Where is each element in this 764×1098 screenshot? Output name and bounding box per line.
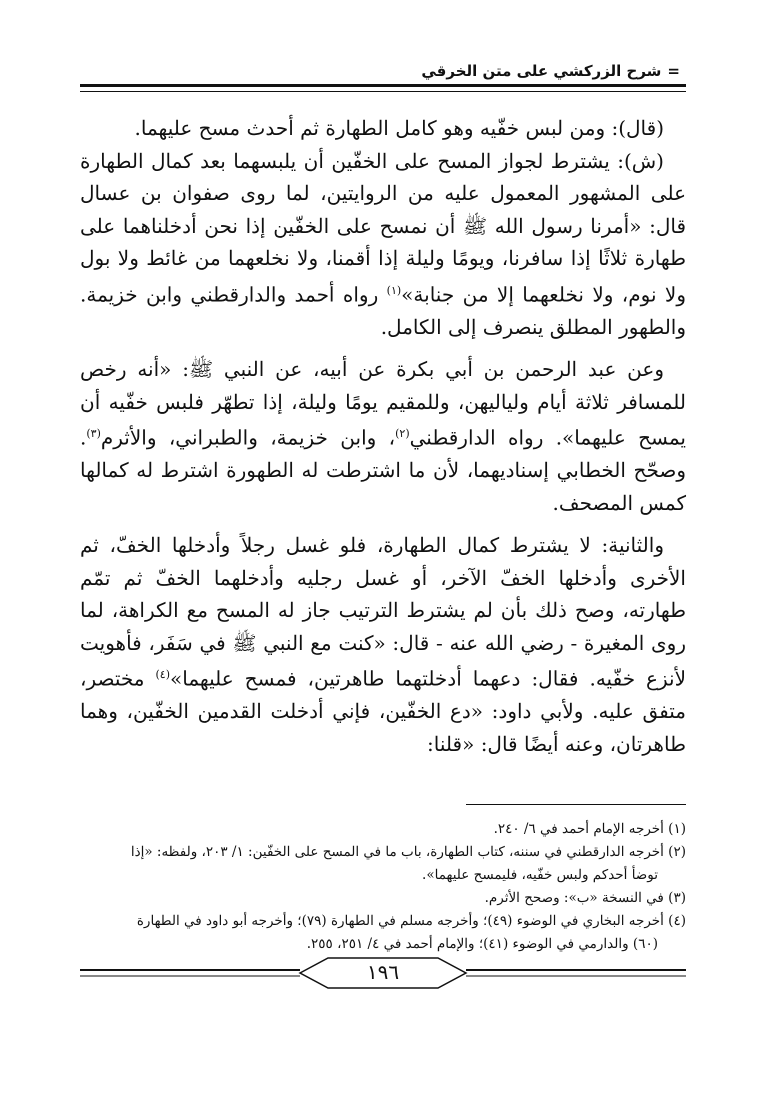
- footnote-ref-2: (٢): [395, 427, 410, 441]
- footnote-2: (٢) أخرجه الدارقطني في سننه، كتاب الطهارة، باب ما في المسح على الخفّين: ١/ ٢٠٣، ولفظه: «إذا: [130, 844, 686, 860]
- paragraph-4-text-a: والثانية: لا يشترط كمال الطهارة، فلو غسل رجلاً وأدخلها الخفّ، ثم الأخرى وأدخلها الخفّ الآخر، أو غسل رجليه وأدخلهما الخفّ ثم تمّم طهارته، وصح ذلك بأن لم يشترط الترتيب جاز له المسح مع الكراهة، لما روى المغيرة - رضي الله عنه - قال: «كنت مع النبي ﷺ في سَفَر، فأهويت لأنزع خفّيه. فقال: دعهما أدخلتهما طاهرتين، فمسح عليهما»: [80, 533, 686, 691]
- footnote-ref-4: (٤): [155, 668, 170, 682]
- running-head-title: شرح الزركشي على متن الخرقي: [421, 62, 662, 80]
- paragraph-2-text: (ش): يشترط لجواز المسح على الخفّين أن يلبسهما بعد كمال الطهارة على المشهور المعمول عليه من الروايتين، لما روى صفوان بن عسال قال: «أمرنا رسول الله ﷺ أن نمسح على الخفّين إذا نحن أدخلناهما على طهارة ثلاثًا إذا سافرنا، ويومًا وليلة إذا أقمنا، ولا نخلعهما من غائط ولا بول ولا نوم، ولا نخلعهما إلا من جنابة»: [80, 148, 686, 307]
- paragraph-4: [80, 529, 686, 760]
- footnotes: [80, 818, 686, 956]
- footnote-4-continued: (٦٠) والدارمي في الوضوء (٤١)؛ والإمام أحمد في ٤/ ٢٥١، ٢٥٥.: [306, 936, 658, 952]
- paragraph-4-text-b: مختصر، متفق عليه. ولأبي داود: «دع الخفّين، فإني أدخلت القدمين الخفّين، وهما طاهرتان، وعنه أيضًا قال: «قلنا:: [80, 666, 686, 756]
- paragraph-3-text-b: ، وابن خزيمة، والطبراني، والأثرم: [100, 425, 396, 450]
- paragraph-3-text-c: . وصحّح الخطابي إسناديهما، لأن ما اشترطت له الطهورة اشترط له كمالها كمس المصحف.: [80, 425, 686, 515]
- paragraph-3-text-a: وعن عبد الرحمن بن أبي بكرة عن أبيه، عن النبي ﷺ: «أنه رخص للمسافر ثلاثة أيام ولياليهن، وللمقيم يومًا وليلة، إذا تطهّر فلبس خفّيه أن يمسح عليهما». رواه الدارقطني: [80, 357, 686, 450]
- header-rule-thick: [80, 84, 686, 87]
- footnote-1: (١) أخرجه الإمام أحمد في ٦/ ٢٤٠.: [493, 821, 686, 837]
- footnote-ref-3: (٣): [86, 427, 101, 441]
- paragraph-1: (قال): ومن لبس خفّيه وهو كامل الطهارة ثم أحدث مسح عليهما.: [134, 116, 664, 140]
- paragraph-2: [80, 145, 686, 344]
- footnote-separator: [466, 804, 686, 805]
- paragraph-2-tail: رواه أحمد والدارقطني وابن خزيمة. والطهور المطلق ينصرف إلى الكامل.: [80, 282, 686, 339]
- footnote-4: (٤) أخرجه البخاري في الوضوء (٤٩)؛ وأخرجه مسلم في الطهارة (٧٩)؛ وأخرجه أبو داود في الطهارة: [136, 913, 686, 929]
- footnote-2-continued: توضأ أحدكم ولبس خفّيه، فليمسح عليهما».: [422, 867, 658, 883]
- paragraph-3: [80, 353, 686, 519]
- running-head-marker: =: [667, 62, 680, 80]
- page-number: ١٩٦: [366, 960, 400, 984]
- main-text: [80, 112, 686, 760]
- footnote-3: (٣) في النسخة «ب»: وصحح الأثرم.: [484, 890, 686, 906]
- header-rule-thin: [80, 91, 686, 92]
- page-number-frame: [80, 956, 686, 990]
- running-head: [80, 62, 680, 80]
- footnote-ref-1: (١): [386, 283, 402, 297]
